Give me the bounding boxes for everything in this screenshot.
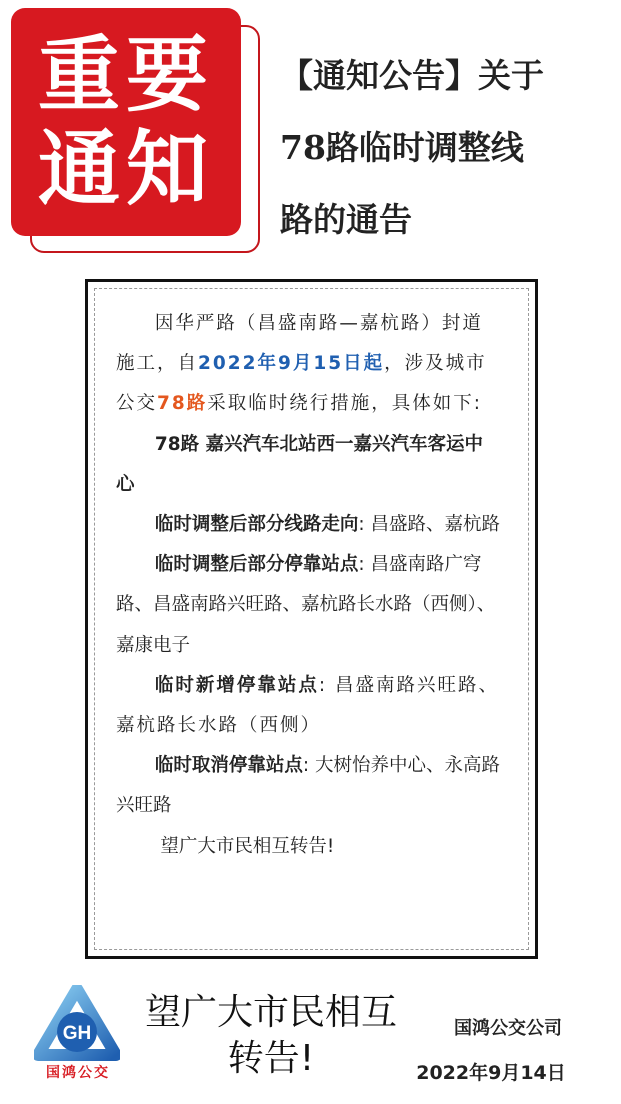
adjusted-stops (116, 545, 500, 666)
notice-closing: 望广大市民相互转告! (160, 835, 335, 857)
intro-text-a: 因华严路（昌盛南路—嘉杭路）封道施工，自 (116, 313, 483, 375)
title-line-1: 【通知公告】关于 (280, 56, 544, 95)
new-stops (116, 666, 500, 746)
cancelled-stops-label: 临时取消停靠站点 (154, 755, 303, 777)
important-notice-badge (11, 8, 241, 236)
notice-intro (116, 304, 500, 425)
page-title (280, 40, 616, 256)
logo-mark-text: GH (62, 1023, 92, 1044)
notice-body (116, 304, 500, 867)
cancelled-stops-value: : 大树怡养中心、永高路兴旺路 (116, 755, 500, 817)
adjust-direction-value: : 昌盛路、嘉杭路 (358, 514, 500, 536)
intro-text-c: 采取临时绕行措施，具体如下: (207, 393, 482, 415)
route-line: 78路 嘉兴汽车北站西一嘉兴汽车客运中心 (116, 433, 484, 495)
route-number: 78路 (157, 393, 208, 415)
adjust-direction (116, 505, 500, 545)
title-line-3: 路的通告 (280, 200, 412, 239)
new-stops-label: 临时新增停靠站点 (154, 674, 319, 696)
adjusted-stops-value: : 昌盛南路广穹路、昌盛南路兴旺路、嘉杭路长水路（西侧）、嘉康电子 (116, 554, 496, 656)
effective-date: 2022年9月15日起 (198, 353, 385, 375)
title-line-2: 78路临时调整线 (280, 128, 524, 167)
cancelled-stops (116, 746, 500, 826)
logo-wordmark: 国鸿公交 (46, 1065, 110, 1081)
notice-box (85, 279, 538, 959)
adjust-direction-label: 临时调整后部分线路走向 (154, 514, 359, 536)
company-name: 国鸿公交公司 (454, 1018, 562, 1039)
footer-message (130, 990, 412, 1082)
footer-message-line-1: 望广大市民相互 (144, 992, 397, 1033)
issue-date: 2022年9月14日 (416, 1062, 566, 1084)
footer-message-line-2: 转告! (227, 1038, 315, 1079)
badge-line-1: 重要 (37, 27, 214, 123)
intro-text-b: ，涉及城市公交 (116, 353, 487, 415)
new-stops-value: : 昌盛南路兴旺路、嘉杭路长水路（西侧） (116, 674, 499, 737)
badge-line-2: 通知 (37, 121, 214, 217)
adjusted-stops-label: 临时调整后部分停靠站点 (154, 554, 359, 576)
